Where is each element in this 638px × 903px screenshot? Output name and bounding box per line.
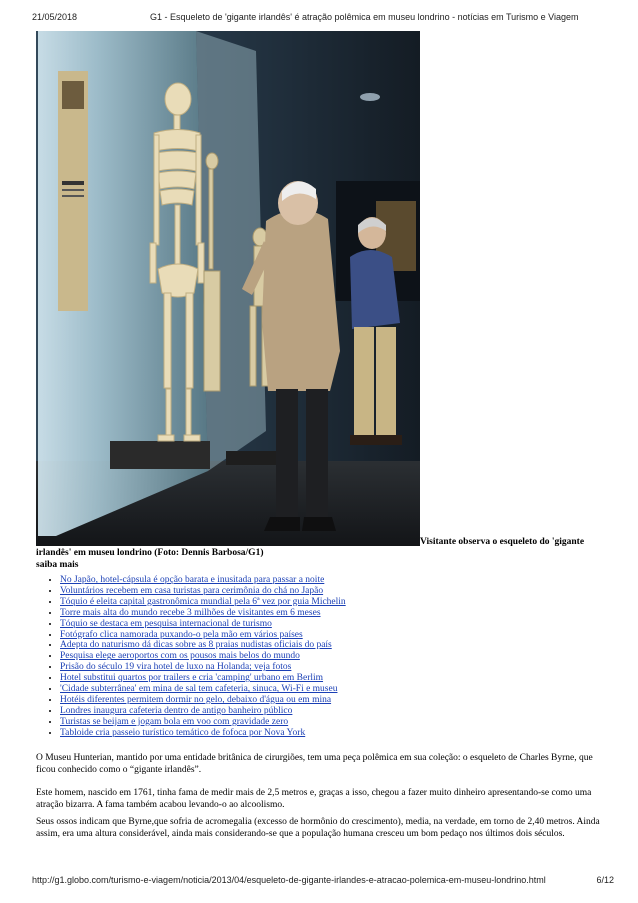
page-number: 6/12 — [596, 875, 614, 885]
article-paragraph: Seus ossos indicam que Byrne,que sofria de acromegalia (excesso de hormônio do crescimento), media, na verdade, em torno de 2,40 metros. Ainda assim, era uma altura considerável, ainda mais considerando-se que a população humana cresceu um bom pedaço nos últimos dois séculos. — [36, 817, 600, 839]
museum-photo-skeleton-icon — [36, 31, 420, 546]
article-paragraph: Este homem, nascido em 1761, tinha fama de medir mais de 2,5 metros e, graças a isso, chegou a fazer muito dinheiro apresentando-se como uma atração bizarra. A fama também acabou levando-o ao alcoolismo. — [36, 788, 592, 810]
list-item — [60, 619, 346, 630]
list-item — [60, 575, 346, 586]
print-header — [32, 12, 614, 24]
print-url: http://g1.globo.com/turismo-e-viagem/noticia/2013/04/esqueleto-de-gigante-irlandes-e-atracao-polemica-em-museu-londrino.html — [32, 875, 546, 885]
related-link[interactable]: No Japão, hotel-cápsula é opção barata e inusitada para passar a noite — [60, 575, 325, 585]
list-item — [60, 728, 346, 739]
related-link[interactable]: Pesquisa elege aeroportos com os pousos mais belos do mundo — [60, 651, 300, 662]
related-link[interactable]: Londres inaugura cafeteria dentro de antigo banheiro público — [60, 705, 293, 716]
list-item — [60, 651, 346, 662]
related-link[interactable]: Prisão do século 19 vira hotel de luxo na Holanda; veja fotos — [60, 662, 292, 673]
article-paragraph: O Museu Hunterian, mantido por uma entidade britânica de cirurgiões, tem uma peça polêmica em sua coleção: o esqueleto de Charles Byrne, que ficou conhecido como o “gigante irlandês”. — [36, 753, 593, 775]
list-item — [60, 608, 346, 619]
related-link[interactable]: Tabloide cria passeio turístico temático de fofoca por Nova York — [60, 727, 306, 738]
list-item — [60, 717, 346, 728]
related-link[interactable]: Tóquio se destaca em pesquisa internacional de turismo — [60, 618, 272, 629]
related-link[interactable]: Torre mais alta do mundo recebe 3 milhões de visitantes em 6 meses — [60, 607, 321, 618]
related-link[interactable]: Adepta do naturismo dá dicas sobre as 8 praias nudistas oficiais do país — [60, 640, 332, 651]
caption-line-1: Visitante observa o esqueleto do 'gigante — [420, 537, 585, 547]
list-item — [60, 662, 346, 673]
related-links-list — [36, 575, 346, 739]
list-item — [60, 586, 346, 597]
list-item — [60, 640, 346, 651]
related-link[interactable]: Tóquio é eleita capital gastronômica mundial pela 6ª vez por guia Michelin — [60, 596, 346, 607]
caption-line-2: irlandês' em museu londrino (Foto: Dennis Barbosa/G1) — [36, 548, 264, 558]
list-item — [60, 706, 346, 717]
museum-photo — [36, 31, 420, 546]
print-date: 21/05/2018 — [32, 12, 78, 22]
print-title: G1 - Esqueleto de 'gigante irlandês' é atração polêmica em museu londrino - notícias em Turismo e Viagem — [150, 12, 579, 22]
related-link[interactable]: Fotógrafo clica namorada puxando-o pela mão em vários países — [60, 629, 303, 640]
list-item — [60, 630, 346, 641]
related-link[interactable]: Hotel substitui quartos por trailers e cria 'camping' urbano em Berlim — [60, 673, 324, 684]
list-item — [60, 597, 346, 608]
saiba-mais-heading: saiba mais — [36, 560, 79, 570]
print-footer — [32, 875, 614, 887]
list-item — [60, 673, 346, 684]
related-link[interactable]: Turistas se beijam e jogam bola em voo com gravidade zero — [60, 716, 289, 727]
related-link[interactable]: Hotéis diferentes permitem dormir no gelo, debaixo d'água ou em mina — [60, 694, 332, 705]
related-link[interactable]: 'Cidade subterrânea' em mina de sal tem cafeteria, sinuca, Wi-Fi e museu — [60, 684, 338, 695]
list-item — [60, 695, 346, 706]
related-link[interactable]: Voluntários recebem em casa turistas para cerimônia do chá no Japão — [60, 585, 324, 596]
list-item — [60, 684, 346, 695]
